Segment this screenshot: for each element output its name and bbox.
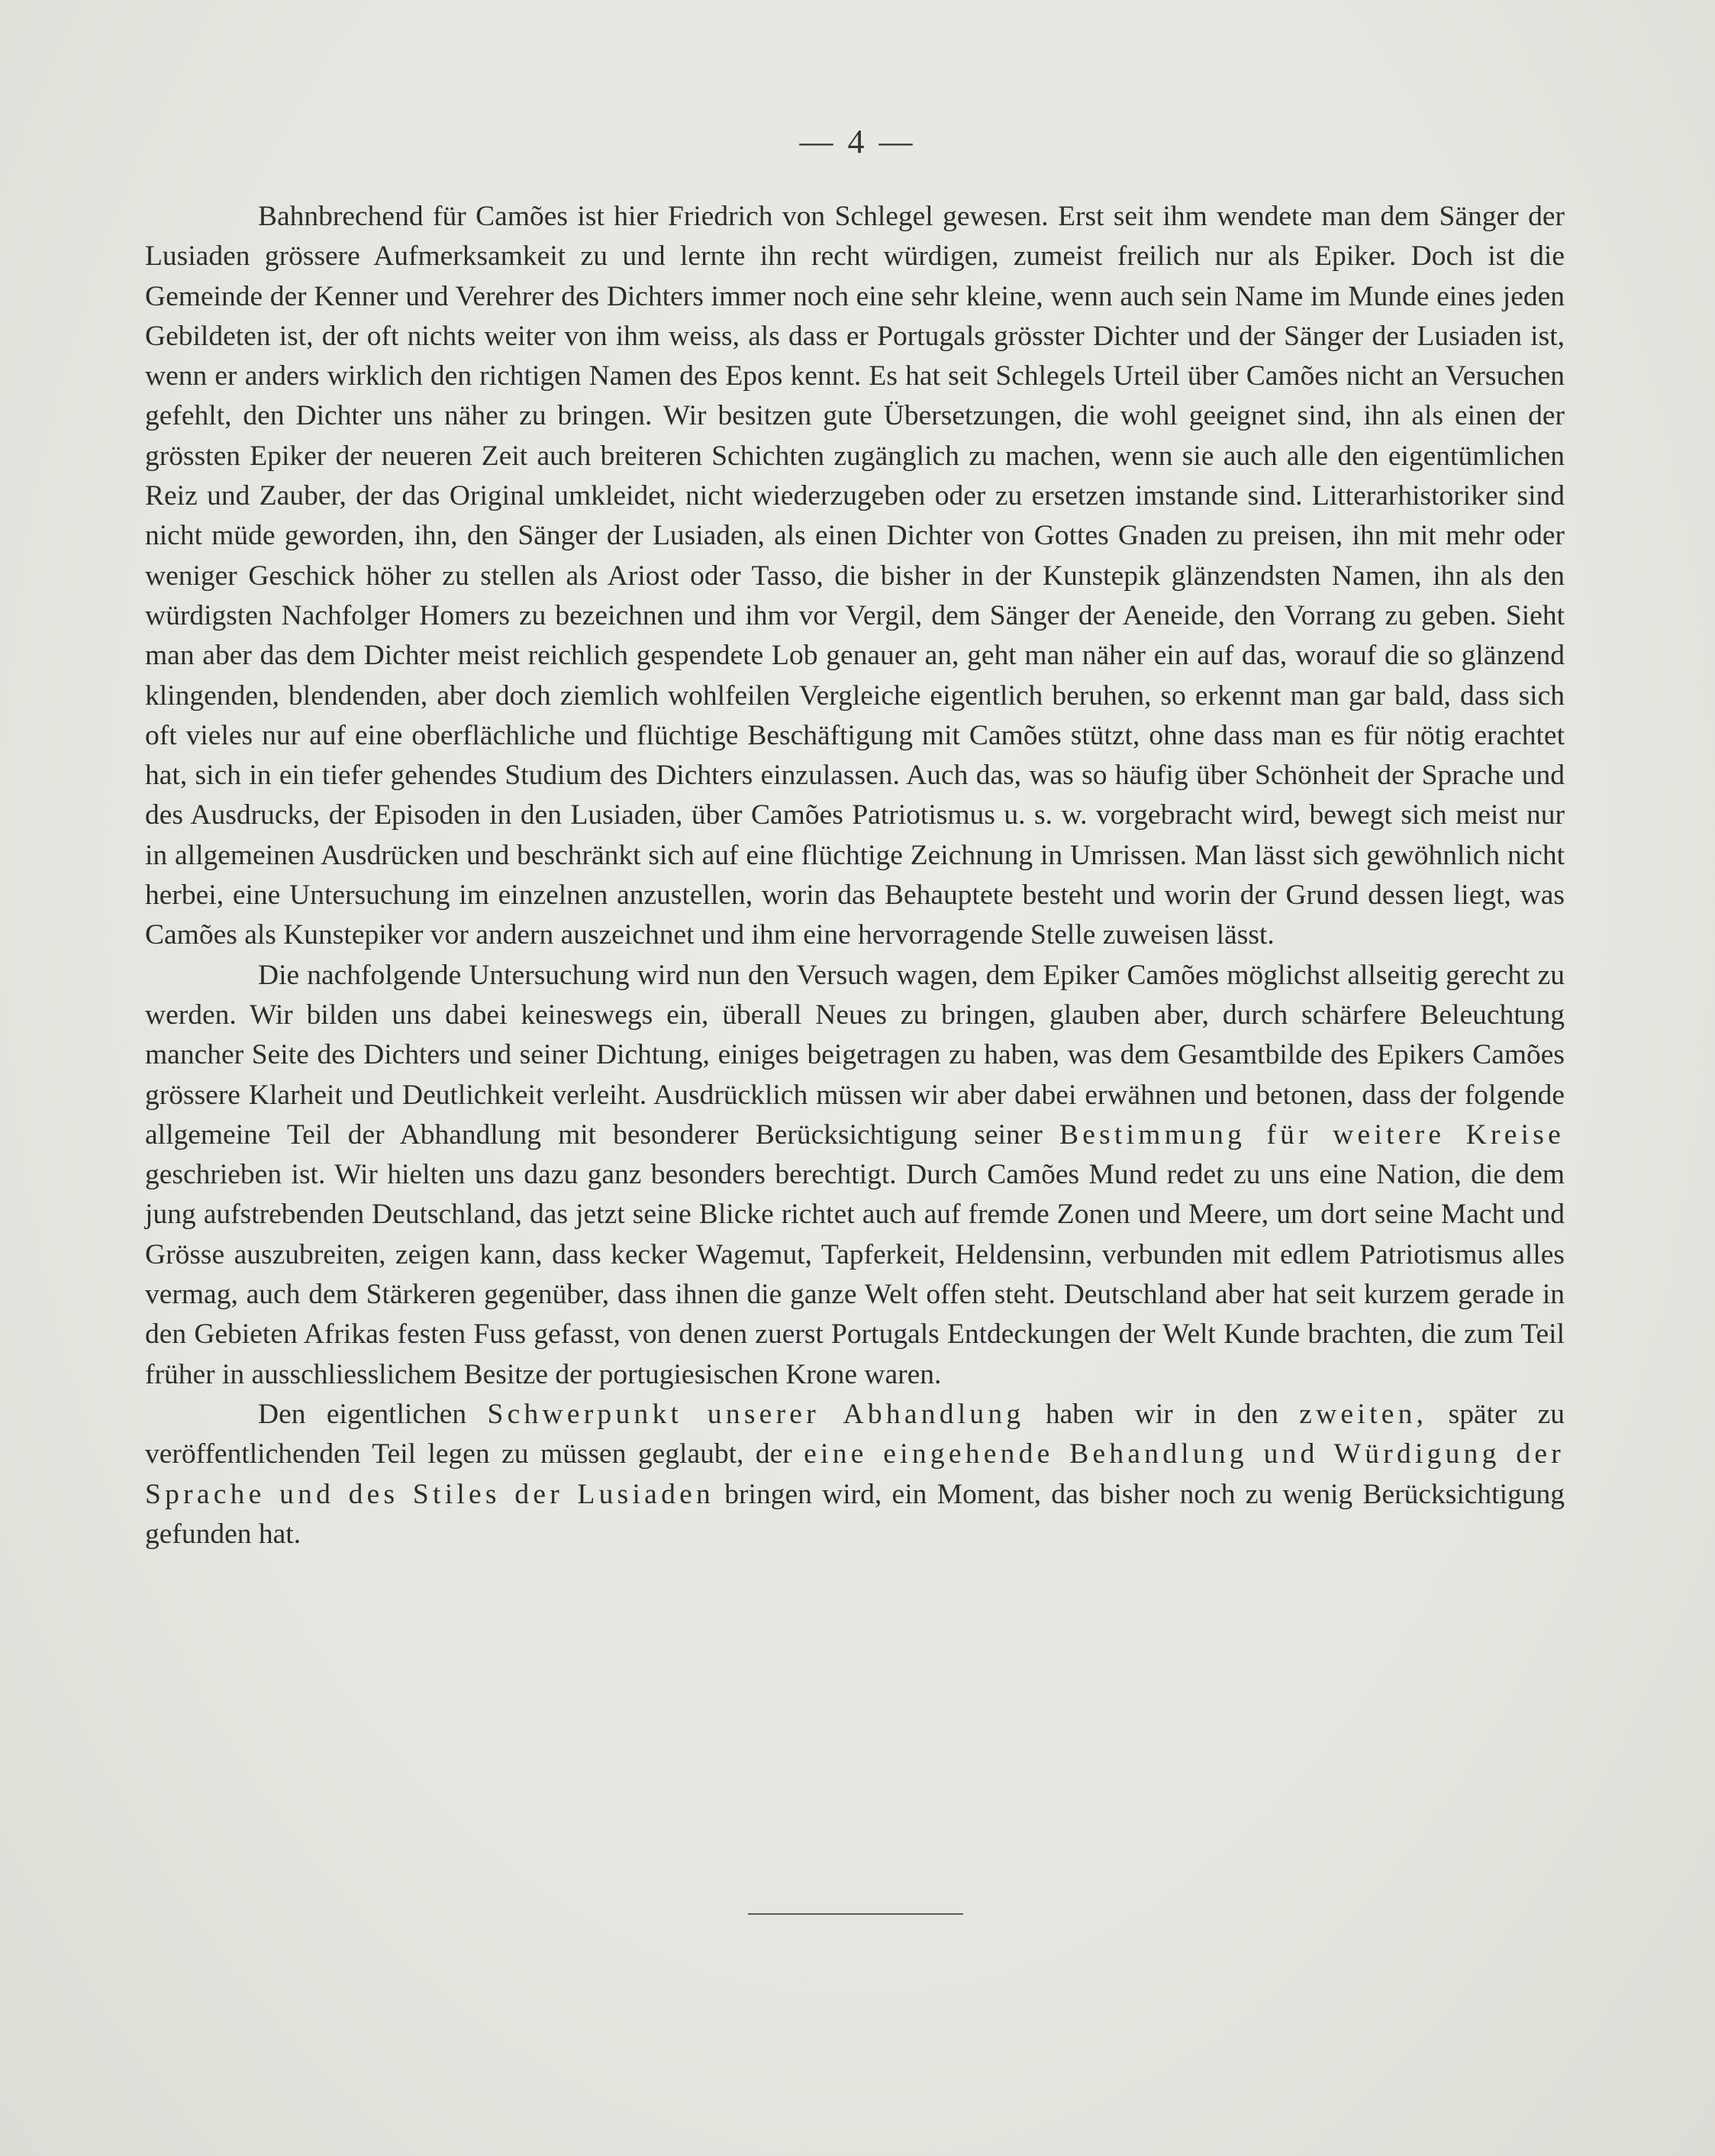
paragraph-3-intro: Den eigentlichen [258, 1398, 467, 1430]
paragraph-3 [145, 1395, 1565, 1554]
paragraph-3-mid-2: später zu veröffentlichenden Teil legen zu müssen geglaubt, der [145, 1398, 1565, 1470]
paragraph-2 [145, 956, 1565, 1395]
paragraph-1: Bahnbrechend für Camões ist hier Friedrich von Schlegel gewesen. Erst seit ihm wendete man dem Sänger der Lusiaden grössere Aufmerksamkeit zu und lernte ihn recht würdigen, zumeist freilich nur als Epiker. Doch ist die Gemeinde der Kenner und Verehrer des Dichters immer noch eine sehr kleine, wenn auch sein Name im Munde eines jeden Gebildeten ist, der oft nichts weiter von ihm weiss, als dass er Portugals grösster Dichter und der Sänger der Lusiaden ist, wenn er anders wirklich den richtigen Namen des Epos kennt. Es hat seit Schlegels Urteil über Camões nicht an Versuchen gefehlt, den Dichter uns näher zu bringen. Wir besitzen gute Übersetzungen, die wohl geeignet sind, ihn als einen der grössten Epiker der neueren Zeit auch breiteren Schichten zugänglich zu machen, wenn sie auch alle den eigentümlichen Reiz und Zauber, der das Original umkleidet, nicht wiederzugeben oder zu ersetzen imstande sind. Litterarhistoriker sind nicht müde geworden, ihn, den Sänger der Lusiaden, als einen Dichter von Gottes Gnaden zu preisen, ihn mit mehr oder weniger Geschick höher zu stellen als Ariost oder Tasso, die bisher in der Kunstepik glänzendsten Namen, ihn als den würdigsten Nachfolger Homers zu bezeichnen und ihm vor Vergil, dem Sänger der Aeneide, den Vorrang zu geben. Sieht man aber das dem Dichter meist reichlich gespendete Lob genauer an, geht man näher ein auf das, worauf die so glänzend klingenden, blendenden, aber doch ziemlich wohlfeilen Vergleiche eigentlich beruhen, so erkennt man gar bald, dass sich oft vieles nur auf eine oberflächliche und flüchtige Beschäftigung mit Camões stützt, ohne dass man es für nötig erachtet hat, sich in ein tiefer gehendes Studium des Dichters einzulassen. Auch das, was so häufig über Schönheit der Sprache und des Ausdrucks, der Episoden in den Lusiaden, über Camões Patriotismus u. s. w. vorgebracht wird, bewegt sich meist nur in allgemeinen Ausdrücken und beschränkt sich auf eine flüchtige Zeichnung in Umrissen. Man lässt sich gewöhnlich nicht herbei, eine Untersuchung im einzelnen anzustellen, worin das Behauptete besteht und worin der Grund dessen liegt, was Camões als Kunstepiker vor andern auszeichnet und ihm eine hervorragende Stelle zuweisen lässt. [145, 201, 1565, 951]
paragraph-2-text-b: geschrieben ist. Wir hielten uns dazu ganz besonders berechtigt. Durch Camões Mund redet zu uns eine Nation, die dem jung aufstrebenden Deutschland, das jetzt seine Blicke richtet auch auf fremde Zonen und Meere, um dort seine Macht und Grösse auszubreiten, zeigen kann, dass kecker Wagemut, Tapferkeit, Heldensinn, verbunden mit edlem Patriotismus alles vermag, auch dem Stärkeren gegenüber, dass ihnen die ganze Welt offen steht. Deutschland aber hat seit kurzem gerade in den Gebieten Afrikas festen Fuss gefasst, von denen zuerst Portugals Entdeckungen der Welt Kunde brachten, die zum Teil früher in ausschliesslichem Besitze der portugiesischen Krone waren. [145, 1159, 1565, 1390]
paragraph-3-outro: bringen wird, ein Moment, das bisher noch zu wenig Berücksichtigung gefunden hat. [145, 1478, 1565, 1550]
page-number: — 4 — [799, 123, 916, 160]
paragraph-3-spaced-emphasis-2: zweiten, [1299, 1398, 1428, 1430]
paragraph-3-spaced-emphasis-1: Schwerpunkt unserer Abhandlung [487, 1398, 1025, 1430]
closing-rule-divider [748, 1913, 963, 1915]
paragraph-2-spaced-emphasis: Bestimmung für weitere Kreise [1059, 1118, 1565, 1151]
paragraph-3-mid-1: haben wir in den [1045, 1398, 1278, 1430]
paragraph-2-text-a: Die nachfolgende Untersuchung wird nun den Versuch wagen, dem Epiker Camões möglichst allseitig gerecht zu werden. Wir bilden uns dabei keineswegs ein, überall Neues zu bringen, glauben aber, durch schärfere Beleuchtung mancher Seite des Dichters und seiner Dichtung, einiges beigetragen zu haben, was dem Gesamtbilde des Epikers Camões grössere Klarheit und Deutlichkeit verleiht. Ausdrücklich müssen wir aber dabei erwähnen und betonen, dass der folgende allgemeine Teil der Abhandlung mit besonderer Berücksichtigung seiner [145, 959, 1565, 1151]
body-text [145, 197, 1565, 1554]
paragraph-3-spaced-emphasis-3: eine eingehende Behandlung und Würdigung der Sprache und des Stiles der Lusiaden [145, 1438, 1565, 1510]
